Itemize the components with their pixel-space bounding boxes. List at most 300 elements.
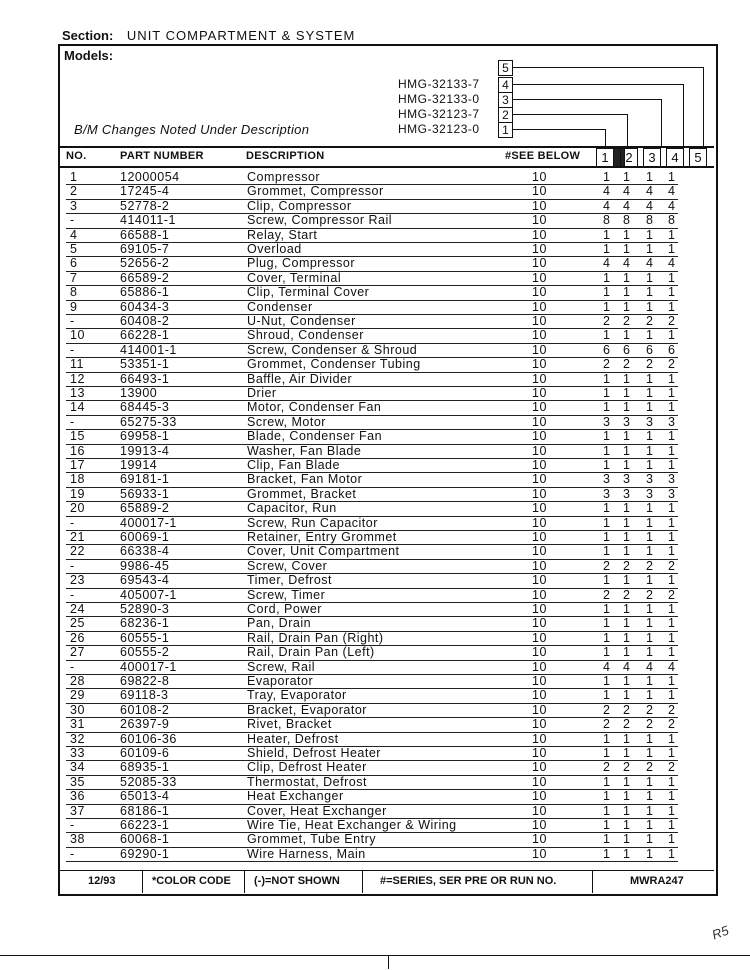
row-number: 24 [70, 602, 85, 616]
part-number: 60555-1 [120, 630, 170, 645]
quantity-model-3: 2 [646, 702, 654, 717]
model-number-box: 2 [498, 107, 513, 123]
see-below-code: 10 [532, 818, 547, 832]
quantity-model-2: 3 [623, 414, 631, 429]
see-below-code: 10 [532, 774, 547, 789]
quantity-model-2: 1 [623, 630, 631, 645]
quantity-model-4: 1 [668, 515, 676, 530]
quantity-model-2: 2 [623, 587, 631, 602]
part-number: 19913-4 [120, 443, 170, 458]
quantity-model-1: 1 [603, 846, 611, 861]
part-description: Grommet, Condenser Tubing [247, 357, 421, 372]
quantity-model-4: 2 [668, 702, 676, 717]
footer-color-code: *COLOR CODE [152, 875, 231, 887]
page-tick-mark [388, 955, 389, 969]
part-description: Drier [247, 386, 277, 400]
quantity-model-4: 1 [668, 731, 676, 746]
quantity-model-2: 2 [623, 357, 631, 372]
quantity-model-4: 1 [668, 227, 676, 242]
quantity-model-3: 1 [646, 616, 654, 631]
part-number: 12000054 [120, 170, 180, 184]
quantity-model-4: 2 [668, 558, 676, 573]
table-row [58, 357, 714, 371]
quantity-model-3: 1 [646, 443, 654, 458]
quantity-model-3: 1 [646, 386, 654, 400]
quantity-model-1: 1 [603, 774, 611, 789]
quantity-model-4: 3 [668, 414, 676, 429]
table-row [58, 314, 714, 328]
see-below-code: 10 [532, 458, 547, 472]
part-number: 13900 [120, 386, 158, 400]
row-number: 7 [70, 270, 78, 285]
row-number: 20 [70, 501, 85, 516]
part-description: Timer, Defrost [247, 573, 333, 588]
row-number: - [70, 846, 75, 861]
quantity-model-3: 1 [646, 371, 654, 386]
see-below-code: 10 [532, 602, 547, 616]
part-number: 52085-33 [120, 774, 177, 789]
row-number: 21 [70, 530, 85, 544]
see-below-code: 10 [532, 558, 547, 573]
quantity-model-4: 1 [668, 674, 676, 688]
see-below-code: 10 [532, 515, 547, 530]
quantity-model-2: 6 [623, 342, 631, 357]
part-description: Compressor [247, 170, 321, 184]
part-number: 60434-3 [120, 299, 170, 314]
footer-divider [362, 871, 363, 893]
quantity-model-4: 1 [668, 803, 676, 818]
quantity-model-1: 1 [603, 630, 611, 645]
see-below-code: 10 [532, 314, 547, 328]
quantity-model-4: 1 [668, 616, 676, 631]
quantity-model-4: 1 [668, 789, 676, 804]
see-below-code: 10 [532, 803, 547, 818]
section-value: UNIT COMPARTMENT & SYSTEM [126, 28, 356, 43]
quantity-model-4: 4 [668, 256, 676, 271]
quantity-model-2: 1 [623, 818, 631, 832]
part-description: Evaporator [247, 674, 314, 688]
see-below-code: 10 [532, 573, 547, 588]
quantity-model-2: 1 [623, 270, 631, 285]
row-number: - [70, 587, 75, 602]
col-model-2: 2 [620, 148, 638, 167]
quantity-model-3: 1 [646, 746, 654, 760]
quantity-model-2: 4 [623, 198, 631, 213]
quantity-model-4: 3 [668, 472, 676, 487]
row-number: 33 [70, 746, 85, 760]
see-below-code: 10 [532, 198, 547, 213]
part-number: 65889-2 [120, 501, 170, 516]
part-description: Screw, Condenser & Shroud [247, 342, 418, 357]
table-row [58, 674, 714, 688]
col-see-below: #SEE BELOW [505, 150, 581, 162]
part-description: Clip, Terminal Cover [247, 285, 370, 300]
row-number: 28 [70, 674, 85, 688]
table-row [58, 400, 714, 414]
table-row [58, 271, 714, 285]
quantity-model-2: 1 [623, 789, 631, 804]
part-number: 66228-1 [120, 328, 170, 343]
quantity-model-1: 1 [603, 832, 611, 847]
part-description: Screw, Motor [247, 414, 326, 429]
quantity-model-1: 1 [603, 530, 611, 544]
quantity-model-3: 3 [646, 414, 654, 429]
table-row [58, 444, 714, 458]
table-row [58, 256, 714, 270]
quantity-model-1: 4 [603, 198, 611, 213]
quantity-model-2: 1 [623, 170, 631, 184]
part-number: 52656-2 [120, 256, 170, 271]
part-description: Relay, Start [247, 227, 318, 242]
quantity-model-4: 1 [668, 299, 676, 314]
see-below-code: 10 [532, 746, 547, 760]
part-number: 69290-1 [120, 846, 170, 861]
quantity-model-2: 1 [623, 400, 631, 415]
row-number: 12 [70, 371, 85, 386]
quantity-model-1: 1 [603, 285, 611, 300]
quantity-model-1: 1 [603, 328, 611, 343]
quantity-model-4: 1 [668, 832, 676, 847]
quantity-model-3: 1 [646, 285, 654, 300]
quantity-model-3: 1 [646, 400, 654, 415]
part-number: 68236-1 [120, 616, 170, 631]
table-row [58, 184, 714, 198]
quantity-model-1: 1 [603, 544, 611, 559]
part-number: 68186-1 [120, 803, 170, 818]
quantity-model-2: 1 [623, 731, 631, 746]
row-rule [66, 861, 678, 862]
quantity-model-1: 2 [603, 558, 611, 573]
quantity-model-3: 3 [646, 486, 654, 501]
part-description: Clip, Compressor [247, 198, 352, 213]
quantity-model-2: 1 [623, 386, 631, 400]
quantity-model-2: 1 [623, 803, 631, 818]
see-below-code: 10 [532, 846, 547, 861]
part-description: Tray, Evaporator [247, 688, 347, 703]
quantity-model-4: 1 [668, 400, 676, 415]
table-row [58, 458, 714, 472]
quantity-model-1: 1 [603, 429, 611, 444]
row-number: 10 [70, 328, 85, 343]
part-description: Screw, Timer [247, 587, 326, 602]
row-number: 30 [70, 702, 85, 717]
quantity-model-3: 1 [646, 674, 654, 688]
quantity-model-2: 2 [623, 702, 631, 717]
quantity-model-3: 2 [646, 314, 654, 328]
quantity-model-2: 8 [623, 213, 631, 228]
footer [58, 870, 714, 893]
col-model-3: 3 [643, 148, 661, 167]
part-number: 65013-4 [120, 789, 170, 804]
see-below-code: 10 [532, 832, 547, 847]
footer-divider [592, 871, 593, 893]
part-number: 52778-2 [120, 198, 170, 213]
quantity-model-1: 8 [603, 213, 611, 228]
table-row [58, 588, 714, 602]
quantity-model-3: 1 [646, 515, 654, 530]
row-number: 18 [70, 472, 85, 487]
quantity-model-4: 2 [668, 314, 676, 328]
quantity-model-2: 1 [623, 688, 631, 703]
part-description: Grommet, Compressor [247, 184, 384, 199]
row-number: 11 [70, 357, 84, 372]
row-number: 4 [70, 227, 78, 242]
quantity-model-3: 1 [646, 544, 654, 559]
quantity-model-1: 2 [603, 760, 611, 775]
quantity-model-2: 1 [623, 674, 631, 688]
quantity-model-1: 1 [603, 602, 611, 616]
row-number: 1 [70, 170, 78, 184]
quantity-model-2: 1 [623, 746, 631, 760]
row-number: 9 [70, 299, 78, 314]
row-number: 19 [70, 486, 85, 501]
see-below-code: 10 [532, 299, 547, 314]
quantity-model-2: 3 [623, 472, 631, 487]
see-below-code: 10 [532, 616, 547, 631]
row-number: 3 [70, 198, 78, 213]
part-number: 65886-1 [120, 285, 170, 300]
quantity-model-3: 4 [646, 184, 654, 199]
quantity-model-2: 1 [623, 328, 631, 343]
part-number: 60068-1 [120, 832, 170, 847]
quantity-model-4: 8 [668, 213, 676, 228]
quantity-model-1: 1 [603, 458, 611, 472]
row-number: 17 [70, 458, 85, 472]
quantity-model-4: 3 [668, 486, 676, 501]
part-description: Blade, Condenser Fan [247, 429, 383, 444]
part-description: Thermostat, Defrost [247, 774, 367, 789]
part-description: Heater, Defrost [247, 731, 339, 746]
row-number: 37 [70, 803, 85, 818]
quantity-model-3: 1 [646, 803, 654, 818]
part-number: 66223-1 [120, 818, 170, 832]
see-below-code: 10 [532, 357, 547, 372]
model-name: HMG-32133-0 [398, 92, 480, 106]
table-row [58, 328, 714, 342]
row-number: 14 [70, 400, 85, 415]
part-description: Wire Tie, Heat Exchanger & Wiring [247, 818, 457, 832]
quantity-model-3: 1 [646, 270, 654, 285]
quantity-model-1: 2 [603, 357, 611, 372]
quantity-model-4: 2 [668, 717, 676, 732]
quantity-model-2: 1 [623, 544, 631, 559]
quantity-model-3: 2 [646, 717, 654, 732]
see-below-code: 10 [532, 501, 547, 516]
quantity-model-2: 1 [623, 285, 631, 300]
quantity-model-1: 4 [603, 256, 611, 271]
part-number: 52890-3 [120, 602, 170, 616]
table-row [58, 501, 714, 515]
part-number: 60069-1 [120, 530, 170, 544]
quantity-model-2: 4 [623, 184, 631, 199]
see-below-code: 10 [532, 170, 547, 184]
part-description: Capacitor, Run [247, 501, 337, 516]
table-row [58, 703, 714, 717]
quantity-model-4: 1 [668, 530, 676, 544]
row-number: 26 [70, 630, 85, 645]
quantity-model-3: 1 [646, 242, 654, 256]
table-row [58, 573, 714, 587]
see-below-code: 10 [532, 717, 547, 732]
part-description: Cord, Power [247, 602, 322, 616]
quantity-model-3: 1 [646, 299, 654, 314]
see-below-code: 10 [532, 213, 547, 228]
quantity-model-4: 1 [668, 846, 676, 861]
see-below-code: 10 [532, 530, 547, 544]
quantity-model-2: 1 [623, 616, 631, 631]
part-description: Rail, Drain Pan (Right) [247, 630, 384, 645]
part-number: 66338-4 [120, 544, 170, 559]
row-number: 6 [70, 256, 78, 271]
quantity-model-4: 6 [668, 342, 676, 357]
see-below-code: 10 [532, 270, 547, 285]
part-number: 60109-6 [120, 746, 170, 760]
row-number: 27 [70, 645, 85, 660]
part-description: Baffle, Air Divider [247, 371, 353, 386]
see-below-code: 10 [532, 544, 547, 559]
quantity-model-1: 1 [603, 573, 611, 588]
quantity-model-3: 1 [646, 630, 654, 645]
quantity-model-4: 1 [668, 285, 676, 300]
header-rule-bottom [58, 166, 714, 168]
quantity-model-2: 2 [623, 760, 631, 775]
quantity-model-4: 1 [668, 443, 676, 458]
quantity-model-4: 1 [668, 242, 676, 256]
quantity-model-3: 1 [646, 458, 654, 472]
quantity-model-3: 1 [646, 602, 654, 616]
quantity-model-4: 1 [668, 429, 676, 444]
part-description: Cover, Heat Exchanger [247, 803, 387, 818]
part-number: 68445-3 [120, 400, 170, 415]
quantity-model-2: 1 [623, 832, 631, 847]
quantity-model-3: 2 [646, 587, 654, 602]
model-name: HMG-32123-7 [398, 107, 480, 121]
part-description: Bracket, Evaporator [247, 702, 367, 717]
quantity-model-2: 1 [623, 645, 631, 660]
table-row [58, 559, 714, 573]
quantity-model-2: 1 [623, 371, 631, 386]
part-number: 56933-1 [120, 486, 170, 501]
quantity-model-4: 4 [668, 659, 676, 674]
quantity-model-2: 1 [623, 242, 631, 256]
footer-series: #=SERIES, SER PRE OR RUN NO. [380, 875, 557, 887]
table-row [58, 832, 714, 846]
part-description: Grommet, Tube Entry [247, 832, 376, 847]
see-below-code: 10 [532, 184, 547, 199]
row-number: 2 [70, 184, 78, 199]
part-description: Retainer, Entry Grommet [247, 530, 397, 544]
quantity-model-3: 4 [646, 198, 654, 213]
quantity-model-2: 2 [623, 717, 631, 732]
part-description: Motor, Condenser Fan [247, 400, 382, 415]
quantity-model-2: 1 [623, 458, 631, 472]
part-description: Screw, Rail [247, 659, 316, 674]
quantity-model-4: 1 [668, 544, 676, 559]
quantity-model-3: 6 [646, 342, 654, 357]
part-number: 69181-1 [120, 472, 170, 487]
part-description: Washer, Fan Blade [247, 443, 362, 458]
table-row [58, 372, 714, 386]
part-number: 60108-2 [120, 702, 170, 717]
row-number: 36 [70, 789, 85, 804]
row-number: - [70, 659, 75, 674]
section-label: Section: [62, 28, 114, 43]
see-below-code: 10 [532, 645, 547, 660]
part-number: 60555-2 [120, 645, 170, 660]
row-number: 29 [70, 688, 85, 703]
table-row [58, 199, 714, 213]
part-description: Pan, Drain [247, 616, 312, 631]
row-number: 31 [70, 717, 85, 732]
quantity-model-1: 1 [603, 371, 611, 386]
quantity-model-2: 3 [623, 486, 631, 501]
model-number-box: 1 [498, 122, 513, 138]
part-number: 66589-2 [120, 270, 170, 285]
part-description: Bracket, Fan Motor [247, 472, 363, 487]
quantity-model-4: 1 [668, 573, 676, 588]
see-below-code: 10 [532, 630, 547, 645]
part-number: 60408-2 [120, 314, 170, 328]
model-number-box: 4 [498, 77, 513, 93]
quantity-model-1: 1 [603, 299, 611, 314]
model-name: HMG-32133-7 [398, 77, 480, 91]
quantity-model-2: 1 [623, 846, 631, 861]
see-below-code: 10 [532, 688, 547, 703]
row-number: 15 [70, 429, 85, 444]
margin-note: R5 [709, 922, 731, 943]
quantity-model-1: 1 [603, 386, 611, 400]
quantity-model-1: 1 [603, 515, 611, 530]
quantity-model-1: 3 [603, 486, 611, 501]
part-description: Plug, Compressor [247, 256, 356, 271]
quantity-model-4: 1 [668, 645, 676, 660]
table-row [58, 285, 714, 299]
quantity-model-4: 1 [668, 501, 676, 516]
part-number: 414001-1 [120, 342, 177, 357]
see-below-code: 10 [532, 472, 547, 487]
part-number: 400017-1 [120, 659, 177, 674]
row-number: 13 [70, 386, 85, 400]
see-below-code: 10 [532, 587, 547, 602]
model-number-box: 3 [498, 92, 513, 108]
quantity-model-4: 1 [668, 371, 676, 386]
see-below-code: 10 [532, 400, 547, 415]
quantity-model-2: 4 [623, 659, 631, 674]
quantity-model-1: 1 [603, 400, 611, 415]
quantity-model-4: 1 [668, 386, 676, 400]
part-description: Condenser [247, 299, 313, 314]
quantity-model-3: 2 [646, 558, 654, 573]
table-row [58, 530, 714, 544]
row-number: 16 [70, 443, 85, 458]
row-number: - [70, 342, 75, 357]
quantity-model-4: 1 [668, 602, 676, 616]
quantity-model-2: 4 [623, 256, 631, 271]
see-below-code: 10 [532, 371, 547, 386]
quantity-model-2: 1 [623, 443, 631, 458]
quantity-model-3: 1 [646, 227, 654, 242]
quantity-model-4: 1 [668, 688, 676, 703]
part-description: Overload [247, 242, 302, 256]
bm-changes-note: B/M Changes Noted Under Description [74, 122, 310, 137]
quantity-model-3: 1 [646, 328, 654, 343]
quantity-model-4: 1 [668, 328, 676, 343]
part-number: 69958-1 [120, 429, 170, 444]
table-row [58, 746, 714, 760]
quantity-model-1: 3 [603, 414, 611, 429]
quantity-model-4: 2 [668, 587, 676, 602]
row-number: 5 [70, 242, 78, 256]
